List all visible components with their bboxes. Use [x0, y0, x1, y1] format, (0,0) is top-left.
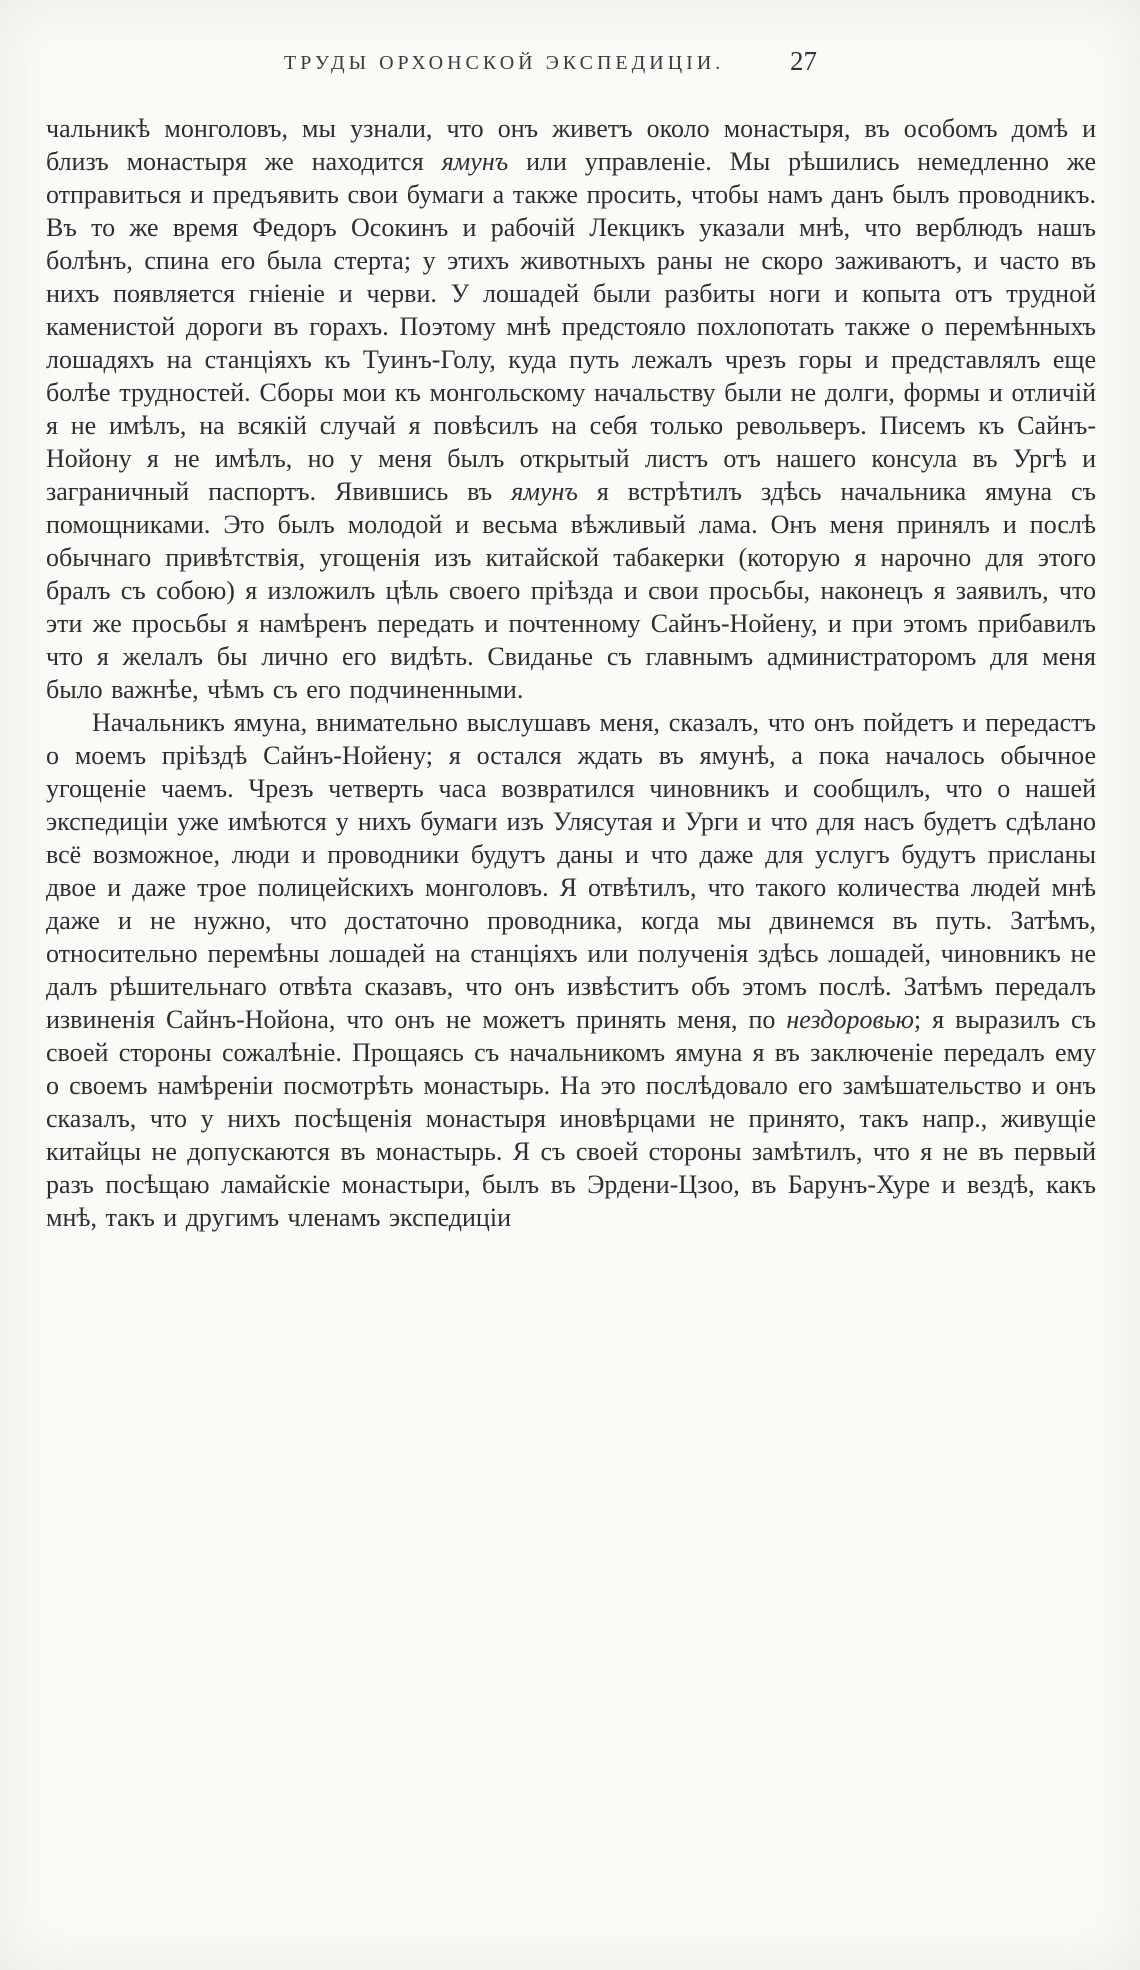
text-run: или управленіе. Мы рѣшились немедленно же отправиться и предъявить свои бумаги а также просить, чтобы намъ данъ былъ проводникъ. Въ то же время Федоръ Осокинъ и рабочій Лекцикъ указали мнѣ, что верблюдъ нашъ болѣнъ, спина его была стерта; у этихъ животныхъ раны не скоро заживаютъ, и часто въ нихъ появляется гніеніе и черви. У лошадей были разбиты ноги и копыта отъ трудной каменистой дороги въ горахъ. Поэтому мнѣ предстояло похлопотать также о перемѣнныхъ лошадяхъ на станціяхъ къ Туинъ-Голу, куда путь лежалъ чрезъ горы и представлялъ еще болѣе трудностей. Сборы мои къ монгольскому начальству были не долги, формы и отличій я не имѣлъ, на всякій случай я повѣсилъ на себя только револьверъ. Писемъ къ Сайнъ-Нойону я не имѣлъ, но у меня былъ открытый листъ отъ нашего консула въ Ургѣ и заграничный паспортъ. Явившись въ [46, 147, 1096, 506]
text-block [46, 112, 1096, 1234]
italic-run: нездоровью [786, 1005, 914, 1034]
text-run: чальникѣ монголовъ, мы узнали, что онъ живетъ около монастыря, въ особомъ домѣ и близъ монастыря же находится [46, 114, 1096, 176]
page-number: 27 [790, 46, 817, 76]
text-run: Начальникъ ямуна, внимательно выслушавъ меня, сказалъ, что онъ пойдетъ и передастъ о моемъ пріѣздѣ Сайнъ-Нойену; я остался ждать въ ямунѣ, а пока началось обычное угощеніе чаемъ. Чрезъ четверть часа возвратился чиновникъ и сообщилъ, что о нашей экспедиціи уже имѣются у нихъ бумаги изъ Улясутая и Урги и что для насъ будетъ сдѣлано всё возможное, люди и проводники будутъ даны и что даже для услугъ будутъ присланы двое и даже трое полицейскихъ монголовъ. Я отвѣтилъ, что такого количества людей мнѣ даже и не нужно, что достаточно проводника, когда мы двинемся въ путь. Затѣмъ, относительно перемѣны лошадей на станціяхъ или полученія здѣсь лошадей, чиновникъ не далъ рѣшительнаго отвѣта сказавъ, что онъ извѣститъ объ этомъ послѣ. Затѣмъ передалъ извиненія Сайнъ-Нойона, что онъ не можетъ принять меня, по [46, 708, 1096, 1034]
page-header [46, 46, 1096, 86]
running-title: ТРУДЫ ОРХОНСКОЙ ЭКСПЕДИЦІИ. [284, 52, 725, 74]
italic-run: ямунъ [441, 147, 509, 176]
paragraph [46, 112, 1096, 706]
text-run: я встрѣтилъ здѣсь начальника ямуна съ помощниками. Это былъ молодой и весьма вѣжливый лама. Онъ меня принялъ и послѣ обычнаго привѣтствія, угощенія изъ китайской табакерки (которую я нарочно для этого бралъ съ собою) я изложилъ цѣль своего пріѣзда и свои просьбы, наконецъ я заявилъ, что эти же просьбы я намѣренъ передать и почтенному Сайнъ-Нойену, и при этомъ прибавилъ что я желалъ бы лично его видѣть. Свиданье съ главнымъ администраторомъ для меня было важнѣе, чѣмъ съ его подчиненными. [46, 477, 1096, 704]
text-run: ; я выразилъ съ своей стороны сожалѣніе. Прощаясь съ начальникомъ ямуна я въ заключеніе передалъ ему о своемъ намѣреніи посмотрѣть монастырь. На это послѣдовало его замѣшательство и онъ сказалъ, что у нихъ посѣщенія монастыря иновѣрцами не принято, такъ напр., живущіе китайцы не допускаются въ монастырь. Я съ своей стороны замѣтилъ, что я не въ первый разъ посѣщаю ламайскіе монастыри, былъ въ Эрдени-Цзоо, въ Барунъ-Хуре и вездѣ, какъ мнѣ, такъ и другимъ членамъ экспедиціи [46, 1005, 1097, 1232]
paragraph [46, 706, 1096, 1234]
italic-run: ямунъ [511, 477, 578, 506]
